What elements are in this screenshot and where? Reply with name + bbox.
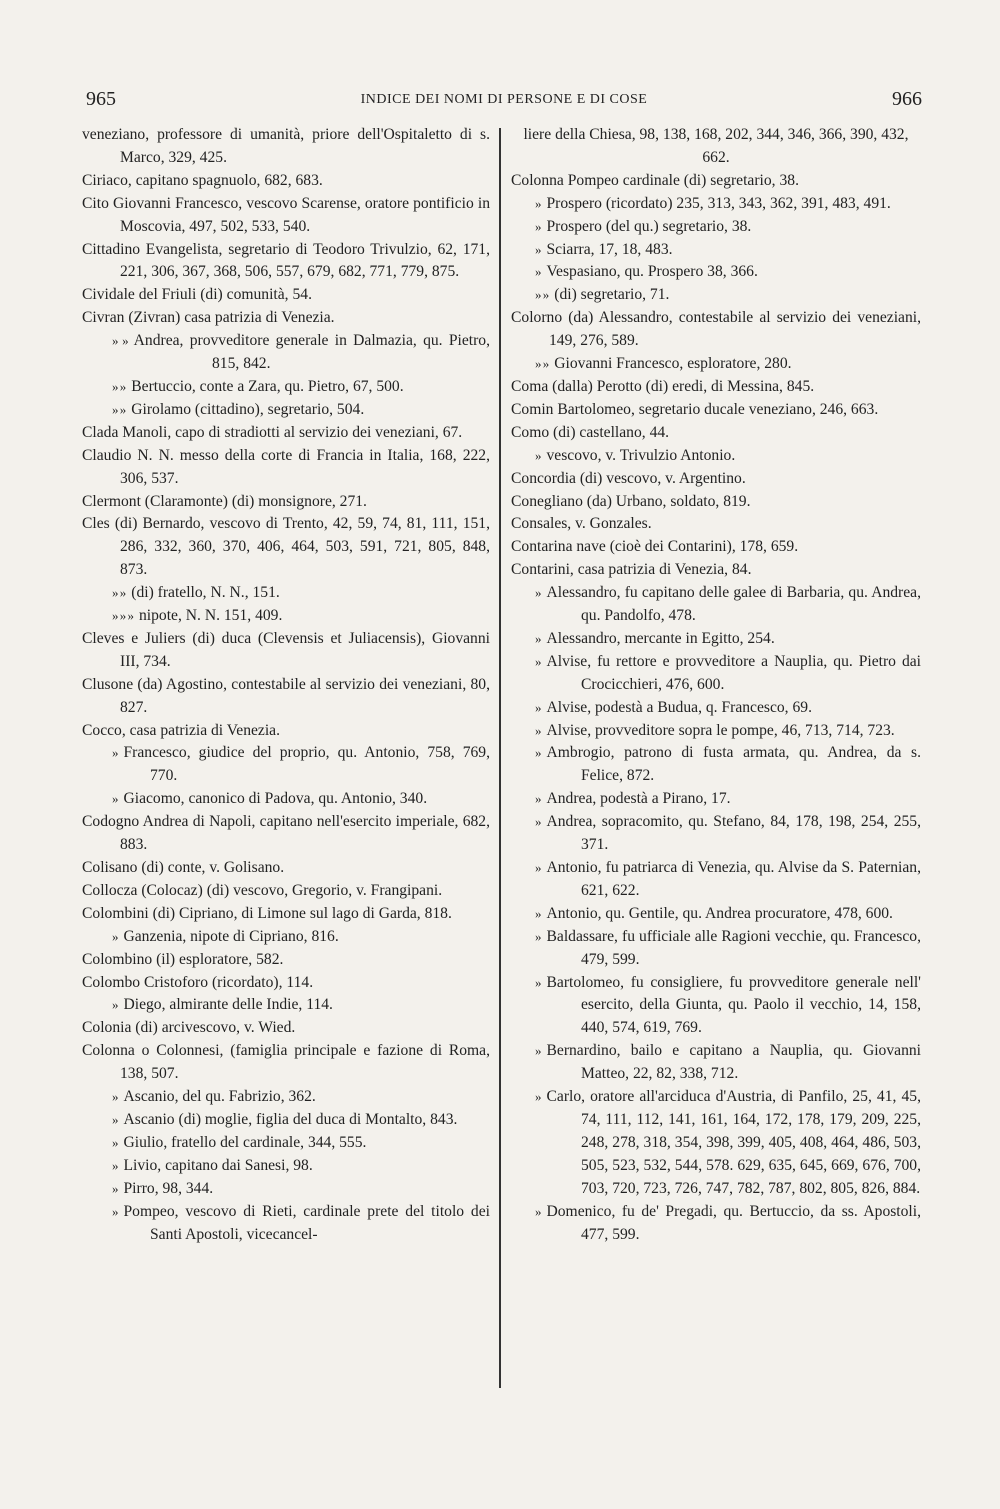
column-divider [499,128,501,1388]
entry-text: Bernardino, bailo e capitano a Nauplia, qu. Giovanni Matteo, 22, 82, 338, 712. [546,1042,921,1083]
entry-text: Baldassare, fu ufficiale alle Ragioni vecchie, qu. Francesco, 479, 599. [546,927,921,968]
ditto-mark: » [535,264,541,280]
entry-text: Contarina nave (cioè dei Contarini), 178, 659. [511,538,799,556]
entry-text: Ciriaco, capitano spagnuolo, 682, 683. [82,171,323,189]
index-entry [511,857,921,903]
ditto-mark: » [535,1043,541,1059]
ditto-mark: » [535,585,541,601]
ditto-mark: » [535,928,541,944]
ditto-mark: » [112,1134,118,1150]
index-entry [82,742,490,788]
entry-text: vescovo, v. Trivulzio Antonio. [546,446,736,464]
index-entry [82,972,490,995]
index-entry [511,742,921,788]
entry-text: (di) segretario, 71. [554,286,670,304]
entry-text: Andrea, provveditore generale in Dalmazia, qu. Pietro, 815, 842. [133,332,490,373]
index-entry [82,1040,490,1086]
left-column [82,124,490,1246]
index-entry [511,376,921,399]
index-entry [511,124,921,170]
index-entry [82,1132,490,1155]
entry-text: Bartolomeo, fu consigliere, fu provveditore generale nell' esercito, della Giunta, qu. Paolo il vecchio, 14, 158, 440, 574, 619, 769. [546,973,921,1037]
index-entry [82,284,490,307]
entry-text: Prospero (ricordato) 235, 313, 343, 362, 391, 483, 491. [546,194,891,212]
index-entry [82,193,490,239]
index-entry [82,582,490,605]
entry-text: nipote, N. N. 151, 409. [139,607,283,625]
ditto-mark: » » [112,378,126,394]
entry-text: Coma (dalla) Perotto (di) eredi, di Messina, 845. [511,377,815,395]
ditto-mark: » [112,791,118,807]
index-entry [82,811,490,857]
index-entry [82,788,490,811]
index-entry [511,903,921,926]
ditto-mark: » [535,653,541,669]
entry-text: Civran (Zivran) casa patrizia di Venezia. [82,309,335,327]
index-entry [511,445,921,468]
entry-text: Bertuccio, conte a Zara, qu. Pietro, 67, 500. [131,377,404,395]
entry-text: Alessandro, fu capitano delle galee di Barbaria, qu. Andrea, qu. Pandolfo, 478. [546,584,921,625]
entry-text: Colonia (di) arcivescovo, v. Wied. [82,1019,296,1037]
index-entry [511,1040,921,1086]
ditto-mark: » [535,241,541,257]
index-entry [511,261,921,284]
entry-text: Ambrogio, patrono di fusta armata, qu. Andrea, da s. Felice, 872. [546,744,921,785]
index-entry [511,284,921,307]
ditto-mark: » [535,1203,541,1219]
entry-text: Clermont (Claramonte) (di) monsignore, 271. [82,492,367,510]
index-entry [82,330,490,376]
entry-text: Diego, almirante delle Indie, 114. [123,996,333,1014]
ditto-mark: » [535,195,541,211]
index-entry [511,307,921,353]
ditto-mark: » [112,1111,118,1127]
ditto-mark: » [112,1157,118,1173]
entry-text: Colorno (da) Alessandro, contestabile al servizio dei veneziani, 149, 276, 589. [511,309,921,350]
ditto-mark: » [535,791,541,807]
index-entry [82,628,490,674]
index-entry [82,949,490,972]
index-entry [82,1201,490,1247]
index-entry [82,239,490,285]
entry-text: Ganzenia, nipote di Cipriano, 816. [123,927,339,945]
entry-text: Ascanio, del qu. Fabrizio, 362. [123,1088,316,1106]
entry-text: Consales, v. Gonzales. [511,515,652,533]
index-entry [82,857,490,880]
index-entry [511,422,921,445]
entry-text: Pompeo, vescovo di Rieti, cardinale prete del titolo dei Santi Apostoli, vicecancel- [123,1202,490,1243]
page-number-right: 966 [892,88,922,110]
index-entry [511,399,921,422]
index-entry [82,307,490,330]
entry-text: Colonna o Colonnesi, (famiglia principale e fazione di Roma, 138, 507. [82,1042,490,1083]
ditto-mark: » [535,974,541,990]
entry-text: Andrea, podestà a Pirano, 17. [546,790,731,808]
entry-text: Comin Bartolomeo, segretario ducale veneziano, 246, 663. [511,400,879,418]
entry-text: Collocza (Colocaz) (di) vescovo, Gregorio, v. Frangipani. [82,881,443,899]
index-entry [511,170,921,193]
running-title: INDICE DEI NOMI DI PERSONE E DI COSE [360,92,648,107]
index-entry [82,445,490,491]
index-entry [82,170,490,193]
page-header [86,88,922,114]
index-entry [511,788,921,811]
ditto-mark: » [112,1203,118,1219]
entry-text: Concordia (di) vescovo, v. Argentino. [511,469,746,487]
index-entry [511,926,921,972]
entry-text: Cleves e Juliers (di) duca (Clevensis et Juliacensis), Giovanni III, 734. [82,629,490,670]
entry-text: veneziano, professore di umanità, priore dell'Ospitaletto di s. Marco, 329, 425. [82,126,490,166]
entry-text: Antonio, fu patriarca di Venezia, qu. Alvise da S. Paternian, 621, 622. [546,859,921,899]
page-number-left: 965 [86,88,116,110]
index-entry [511,811,921,857]
ditto-mark: » [535,447,541,463]
index-entry [511,1086,921,1201]
entry-text: Giulio, fratello del cardinale, 344, 555. [123,1133,367,1151]
ditto-mark: » » [112,585,126,601]
entry-text: Alessandro, mercante in Egitto, 254. [546,629,775,647]
ditto-mark: » [112,745,118,761]
ditto-mark: » [112,1089,118,1105]
index-entry [82,926,490,949]
ditto-mark: » [535,218,541,234]
entry-text: Domenico, fu de' Pregadi, qu. Bertuccio, da ss. Apostoli, 477, 599. [546,1202,921,1243]
index-entry [82,513,490,582]
index-entry [511,239,921,262]
entry-text: Vespasiano, qu. Prospero 38, 366. [546,263,758,281]
entry-text: Codogno Andrea di Napoli, capitano nell'esercito imperiale, 682, 883. [82,813,490,854]
entry-text: Carlo, oratore all'arciduca d'Austria, di Panfilo, 25, 41, 45, 74, 111, 112, 141, 161, 164, 172, 178, 179, 209, 225, 248, 278, 318, 354, 398, 399, 405, 408, 464, 486, 503, 505, 523, 532, 544, 578. 629, 635, 645, 669, 676, 700, 703, 720, 723, 726, 747, 782, 787, 802, 805, 826, 884. [546,1088,921,1197]
entry-text: Andrea, sopracomito, qu. Stefano, 84, 178, 198, 254, 255, 371. [546,813,921,854]
ditto-mark: » [535,905,541,921]
entry-text: Claudio N. N. messo della corte di Francia in Italia, 168, 222, 306, 537. [82,446,490,487]
ditto-mark: » » » [112,608,133,624]
index-entry [511,193,921,216]
index-entry [511,1201,921,1247]
index-entry [82,720,490,743]
ditto-mark: » [112,997,118,1013]
index-entry [511,582,921,628]
entry-text: Cividale del Friuli (di) comunità, 54. [82,286,312,304]
entry-text: Clada Manoli, capo di stradiotti al servizio dei veneziani, 67. [82,423,463,441]
entry-text: Sciarra, 17, 18, 483. [546,240,673,258]
index-entry [82,399,490,422]
index-entry [511,651,921,697]
ditto-mark: » [112,1180,118,1196]
index-entry [511,353,921,376]
entry-text: Livio, capitano dai Sanesi, 98. [123,1156,313,1174]
ditto-mark: » [535,1089,541,1105]
entry-text: Alvise, provveditore sopra le pompe, 46, 713, 714, 723. [546,721,895,739]
index-entry [511,972,921,1041]
index-entry [82,124,490,170]
entry-text: Colombino (il) esploratore, 582. [82,950,284,968]
ditto-mark: » [535,699,541,715]
index-entry [82,1086,490,1109]
ditto-mark: » » [535,356,549,372]
entry-text: (di) fratello, N. N., 151. [131,584,280,602]
index-entry [82,880,490,903]
ditto-mark: » » [535,287,549,303]
entry-text: Prospero (del qu.) segretario, 38. [546,217,752,235]
entry-text: Clusone (da) Agostino, contestabile al servizio dei veneziani, 80, 827. [82,675,490,716]
ditto-mark: » [535,745,541,761]
index-entry [82,1017,490,1040]
index-entry [82,491,490,514]
index-entry [511,536,921,559]
ditto-mark: » [535,630,541,646]
entry-text: Cles (di) Bernardo, vescovo di Trento, 42, 59, 74, 81, 111, 151, 286, 332, 360, 370, 406, 464, 503, 591, 721, 805, 848, 873. [82,515,490,579]
index-entry [82,994,490,1017]
ditto-mark: » » [112,333,128,349]
entry-text: Cocco, casa patrizia di Venezia. [82,721,281,739]
index-entry [82,1109,490,1132]
index-entry [82,1178,490,1201]
ditto-mark: » [535,814,541,830]
index-entry [82,903,490,926]
entry-text: Alvise, fu rettore e provveditore a Nauplia, qu. Pietro dai Crocicchieri, 476, 600. [546,652,921,693]
entry-text: Contarini, casa patrizia di Venezia, 84. [511,561,752,579]
entry-text: Alvise, podestà a Budua, q. Francesco, 69. [546,698,812,716]
index-entry [511,491,921,514]
ditto-mark: » [535,722,541,738]
index-entry [511,513,921,536]
index-entry [82,422,490,445]
index-entry [82,605,490,628]
entry-text: Antonio, qu. Gentile, qu. Andrea procuratore, 478, 600. [546,904,893,922]
entry-text: Girolamo (cittadino), segretario, 504. [131,400,365,418]
entry-text: Pirro, 98, 344. [123,1179,214,1197]
entry-text: Colombini (di) Cipriano, di Limone sul lago di Garda, 818. [82,904,452,922]
entry-text: Colisano (di) conte, v. Golisano. [82,859,285,876]
entry-text: Giovanni Francesco, esploratore, 280. [554,355,792,373]
index-entry [511,720,921,743]
index-entry [82,674,490,720]
entry-text: Como (di) castellano, 44. [511,423,670,441]
entry-text: Cittadino Evangelista, segretario di Teodoro Trivulzio, 62, 171, 221, 306, 367, 368, 506, 557, 679, 682, 771, 779, 875. [82,240,490,281]
ditto-mark: » [535,860,541,875]
index-entry [511,216,921,239]
index-entry [511,697,921,720]
index-entry [511,628,921,651]
index-entry [511,559,921,582]
ditto-mark: » [112,928,118,944]
entry-text: Ascanio (di) moglie, figlia del duca di Montalto, 843. [123,1110,458,1128]
entry-text: Colombo Cristoforo (ricordato), 114. [82,973,314,991]
right-column [511,124,921,1246]
index-entry [82,376,490,399]
entry-text: Giacomo, canonico di Padova, qu. Antonio, 340. [123,790,428,808]
entry-text: Colonna Pompeo cardinale (di) segretario, 38. [511,171,799,189]
index-entry [511,468,921,491]
entry-text: Conegliano (da) Urbano, soldato, 819. [511,492,751,510]
entry-text: Francesco, giudice del proprio, qu. Antonio, 758, 769, 770. [123,744,490,785]
index-entry [82,1155,490,1178]
entry-text: liere della Chiesa, 98, 138, 168, 202, 344, 346, 366, 390, 432, 662. [523,126,909,166]
ditto-mark: » » [112,401,126,417]
entry-text: Cito Giovanni Francesco, vescovo Scarense, oratore pontificio in Moscovia, 497, 502, 533, 540. [82,194,490,235]
